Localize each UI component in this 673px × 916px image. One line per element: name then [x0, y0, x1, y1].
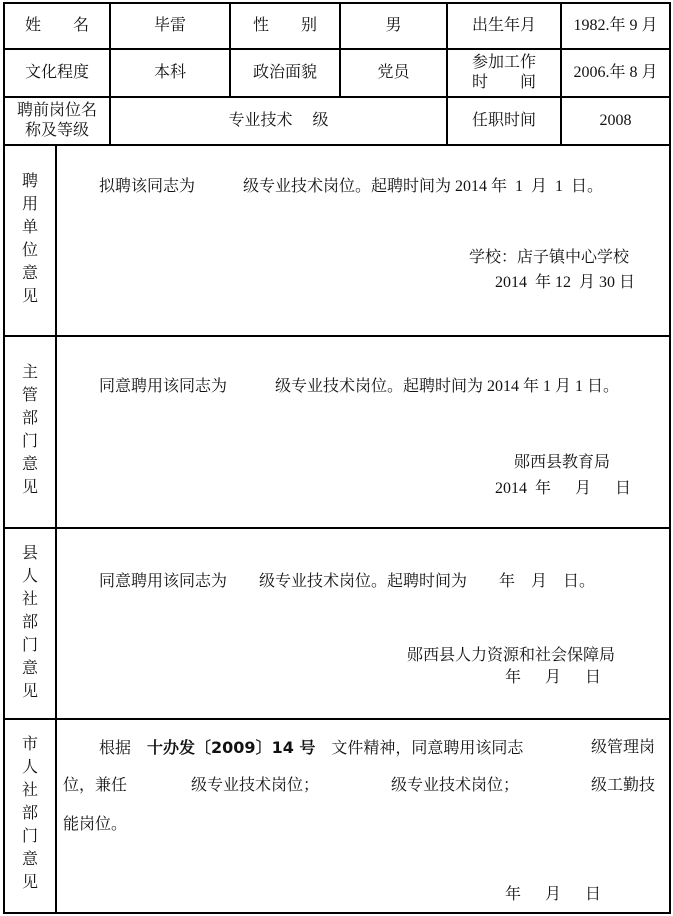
city-hr-document-ref: 十办发〔2009〕14 号	[147, 738, 316, 757]
education-label: 文化程度	[24, 64, 89, 81]
section-label-city-hr: 市 人 社 部 门 意 见	[21, 736, 38, 891]
city-hr-line1-rest: 文件精神，同意聘用该同志	[331, 740, 524, 757]
supervisor-signature: 郧西县教育局	[514, 454, 611, 471]
prior-post-value: 专业技术 级	[228, 112, 329, 129]
birth-value: 1982.年 9 月	[573, 17, 658, 34]
education-value: 本科	[153, 64, 186, 81]
prior-post-label-line2: 称及等级	[24, 122, 89, 139]
county-hr-date: 年 月 日	[505, 669, 602, 686]
city-hr-line2-c: 级专业技术岗位；	[391, 777, 520, 794]
name-label: 姓 名	[24, 17, 89, 34]
city-hr-date: 年 月 日	[505, 886, 602, 903]
work-start-label-line1: 参加工作	[471, 54, 536, 71]
politics-value: 党员	[377, 64, 410, 81]
county-hr-opinion-text: 同意聘用该同志为 级专业技术岗位。起聘时间为 年 月 日。	[99, 573, 596, 590]
county-hr-signature: 郧西县人力资源和社会保障局	[407, 647, 616, 664]
city-hr-line1-tail: 级管理岗	[591, 739, 656, 756]
prior-post-label-line1: 聘前岗位名	[16, 102, 97, 119]
work-start-label-line2: 时 间	[471, 74, 536, 91]
work-start-value: 2006.年 8 月	[573, 64, 658, 81]
supervisor-date: 2014 年 月 日	[495, 480, 632, 497]
employer-date: 2014 年 12 月 30 日	[495, 274, 636, 291]
prior-post-label	[5, 98, 109, 144]
gender-label: 性 别	[252, 17, 317, 34]
birth-label: 出生年月	[471, 17, 536, 34]
city-hr-prefix: 根据	[99, 740, 132, 757]
city-hr-line2-a: 位，兼任	[63, 777, 128, 794]
city-hr-line2-d: 级工勤技	[591, 777, 656, 794]
work-start-label	[448, 50, 560, 96]
city-hr-line1	[99, 737, 523, 760]
city-hr-line2-b: 级专业技术岗位；	[191, 777, 320, 794]
employer-opinion-text: 拟聘该同志为 级专业技术岗位。起聘时间为 2014 年 1 月 1 日。	[99, 178, 604, 195]
gender-value: 男	[385, 17, 402, 34]
name-value: 毕雷	[153, 17, 186, 34]
section-label-employer: 聘 用 单 位 意 见	[21, 173, 38, 305]
section-label-county-hr: 县 人 社 部 门 意 见	[21, 545, 38, 700]
city-hr-line3: 能岗位。	[63, 816, 128, 833]
employer-signature: 学校：店子镇中心学校	[469, 249, 630, 266]
section-label-supervisor: 主 管 部 门 意 见	[21, 364, 38, 496]
appoint-time-value: 2008	[599, 112, 632, 129]
supervisor-opinion-text: 同意聘用该同志为 级专业技术岗位。起聘时间为 2014 年 1 月 1 日。	[99, 378, 620, 395]
politics-label: 政治面貌	[252, 64, 317, 81]
appoint-time-label: 任职时间	[471, 112, 536, 129]
